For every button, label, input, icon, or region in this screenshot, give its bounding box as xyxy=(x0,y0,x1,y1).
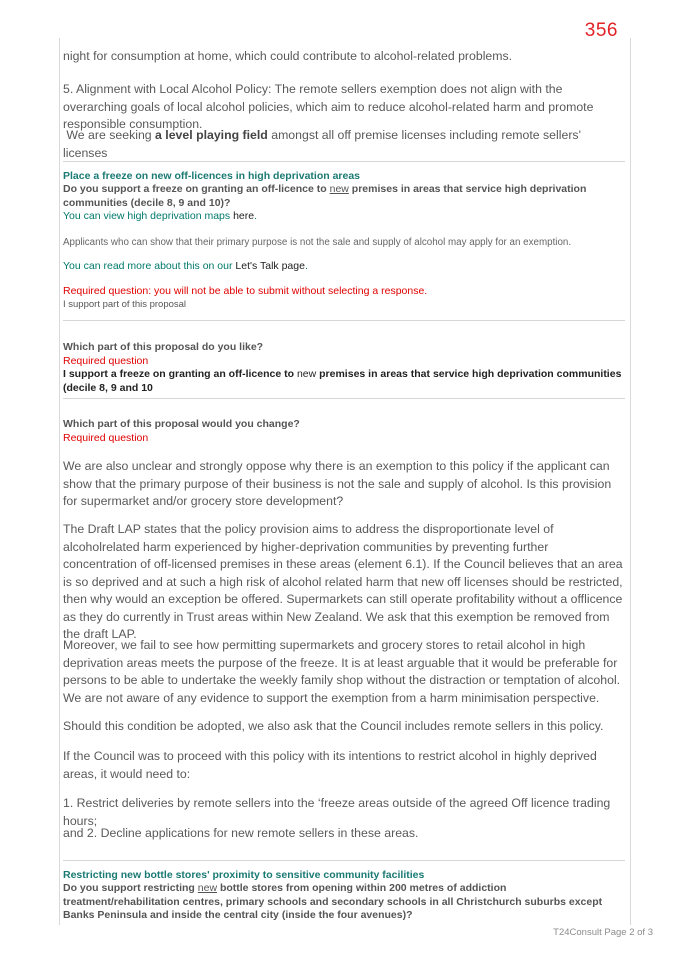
paragraph-consumption: night for consumption at home, which could contribute to alcohol-related problems. xyxy=(63,49,513,63)
page-footer: T24Consult Page 2 of 3 xyxy=(553,927,653,938)
divider xyxy=(63,320,625,321)
page-number: 356 xyxy=(584,20,618,41)
question-bottle-store-proximity xyxy=(63,869,625,923)
question-text: Which part of this proposal would you change? xyxy=(63,418,300,430)
read-more-hint: You can read more about this on our Let's Talk page. xyxy=(63,260,308,272)
paragraph-level-playing-field: We are seeking a level playing field amongst all off premise licenses including remote sellers' licenses xyxy=(63,128,581,160)
selected-response: I support part of this proposal xyxy=(63,299,187,310)
answer-paragraph: We are also unclear and strongly oppose why there is an exemption to this policy if the applicant can show that the primary purpose of their business is not the sale and supply of alcohol. Is this provision for supermarket and/or grocery store development? xyxy=(63,459,612,508)
answer-paragraph: The Draft LAP states that the policy provision aims to address the disproportionate level of alcoholrelated harm experienced by higher-deprivation communities by preventing further concentration of off-licensed premises in these areas (element 6.1). If the Council believes that an area is so deprived and at such a high risk of alcohol related harm that new off licenses should be restricted, then why would an exception be offered. Supermarkets can still operate profitability without a offlicence as they do currently in Trust areas within New Zealand. We ask that this exemption be removed from the draft LAP. xyxy=(63,522,623,641)
divider xyxy=(63,860,625,861)
question-text: Do you support a freeze on granting an off-licence to new premises in areas that service high deprivation communities (decile 8, 9 and 10)? xyxy=(63,183,587,209)
divider xyxy=(63,398,625,399)
required-label: Required question xyxy=(63,354,149,367)
required-label: Required question xyxy=(63,431,149,444)
maps-link[interactable]: here xyxy=(233,210,255,222)
question-text: Do you support restricting new bottle stores from opening within 200 metres of addiction treatment/rehabilitation centres, primary schools and secondary schools in all Christchurch suburbs except Banks Peninsula and inside the central city (inside the four avenues)? xyxy=(63,882,603,921)
question-like xyxy=(63,341,625,395)
required-warning: Required question: you will not be able to submit without selecting a response. xyxy=(63,284,428,297)
question-text: Which part of this proposal do you like? xyxy=(63,341,264,353)
answer-paragraph: 1. Restrict deliveries by remote sellers into the ‘freeze areas outside of the agreed Off licence trading hours; xyxy=(63,796,611,828)
question-freeze-off-licences xyxy=(63,170,625,311)
exemption-note: Applicants who can show that their primary purpose is not the sale and supply of alcohol may apply for an exemption. xyxy=(63,236,572,248)
question-title: Place a freeze on new off-licences in high deprivation areas xyxy=(63,170,361,182)
lets-talk-link[interactable]: Let's Talk page xyxy=(235,260,305,272)
paragraph-alignment: 5. Alignment with Local Alcohol Policy: The remote sellers exemption does not align with the overarching goals of local alcohol policies, which aim to reduce alcohol-related harm and promote responsible consumption. xyxy=(63,82,594,131)
maps-hint: You can view high deprivation maps here. xyxy=(63,210,257,222)
answer-paragraph: If the Council was to proceed with this policy with its intentions to restrict alcohol in highly deprived areas, it would need to: xyxy=(63,749,597,781)
question-change xyxy=(63,418,625,445)
answer-paragraph: and 2. Decline applications for new remote sellers in these areas. xyxy=(63,826,419,840)
question-title: Restricting new bottle stores' proximity to sensitive community facilities xyxy=(63,869,425,881)
divider xyxy=(63,161,625,162)
answer-text: I support a freeze on granting an off-licence to new premises in areas that service high deprivation communities (decile 8, 9 and 10 xyxy=(63,368,622,394)
answer-paragraph: Should this condition be adopted, we also ask that the Council includes remote sellers in this policy. xyxy=(63,719,604,733)
answer-paragraph: Moreover, we fail to see how permitting supermarkets and grocery stores to retail alcohol in high deprivation areas meets the purpose of the freeze. It is at least arguable that it would be preferable for persons to be able to undertake the weekly family shop without the distraction or temptation of alcohol. We are not aware of any evidence to support the exemption from a harm minimisation perspective. xyxy=(63,638,621,705)
